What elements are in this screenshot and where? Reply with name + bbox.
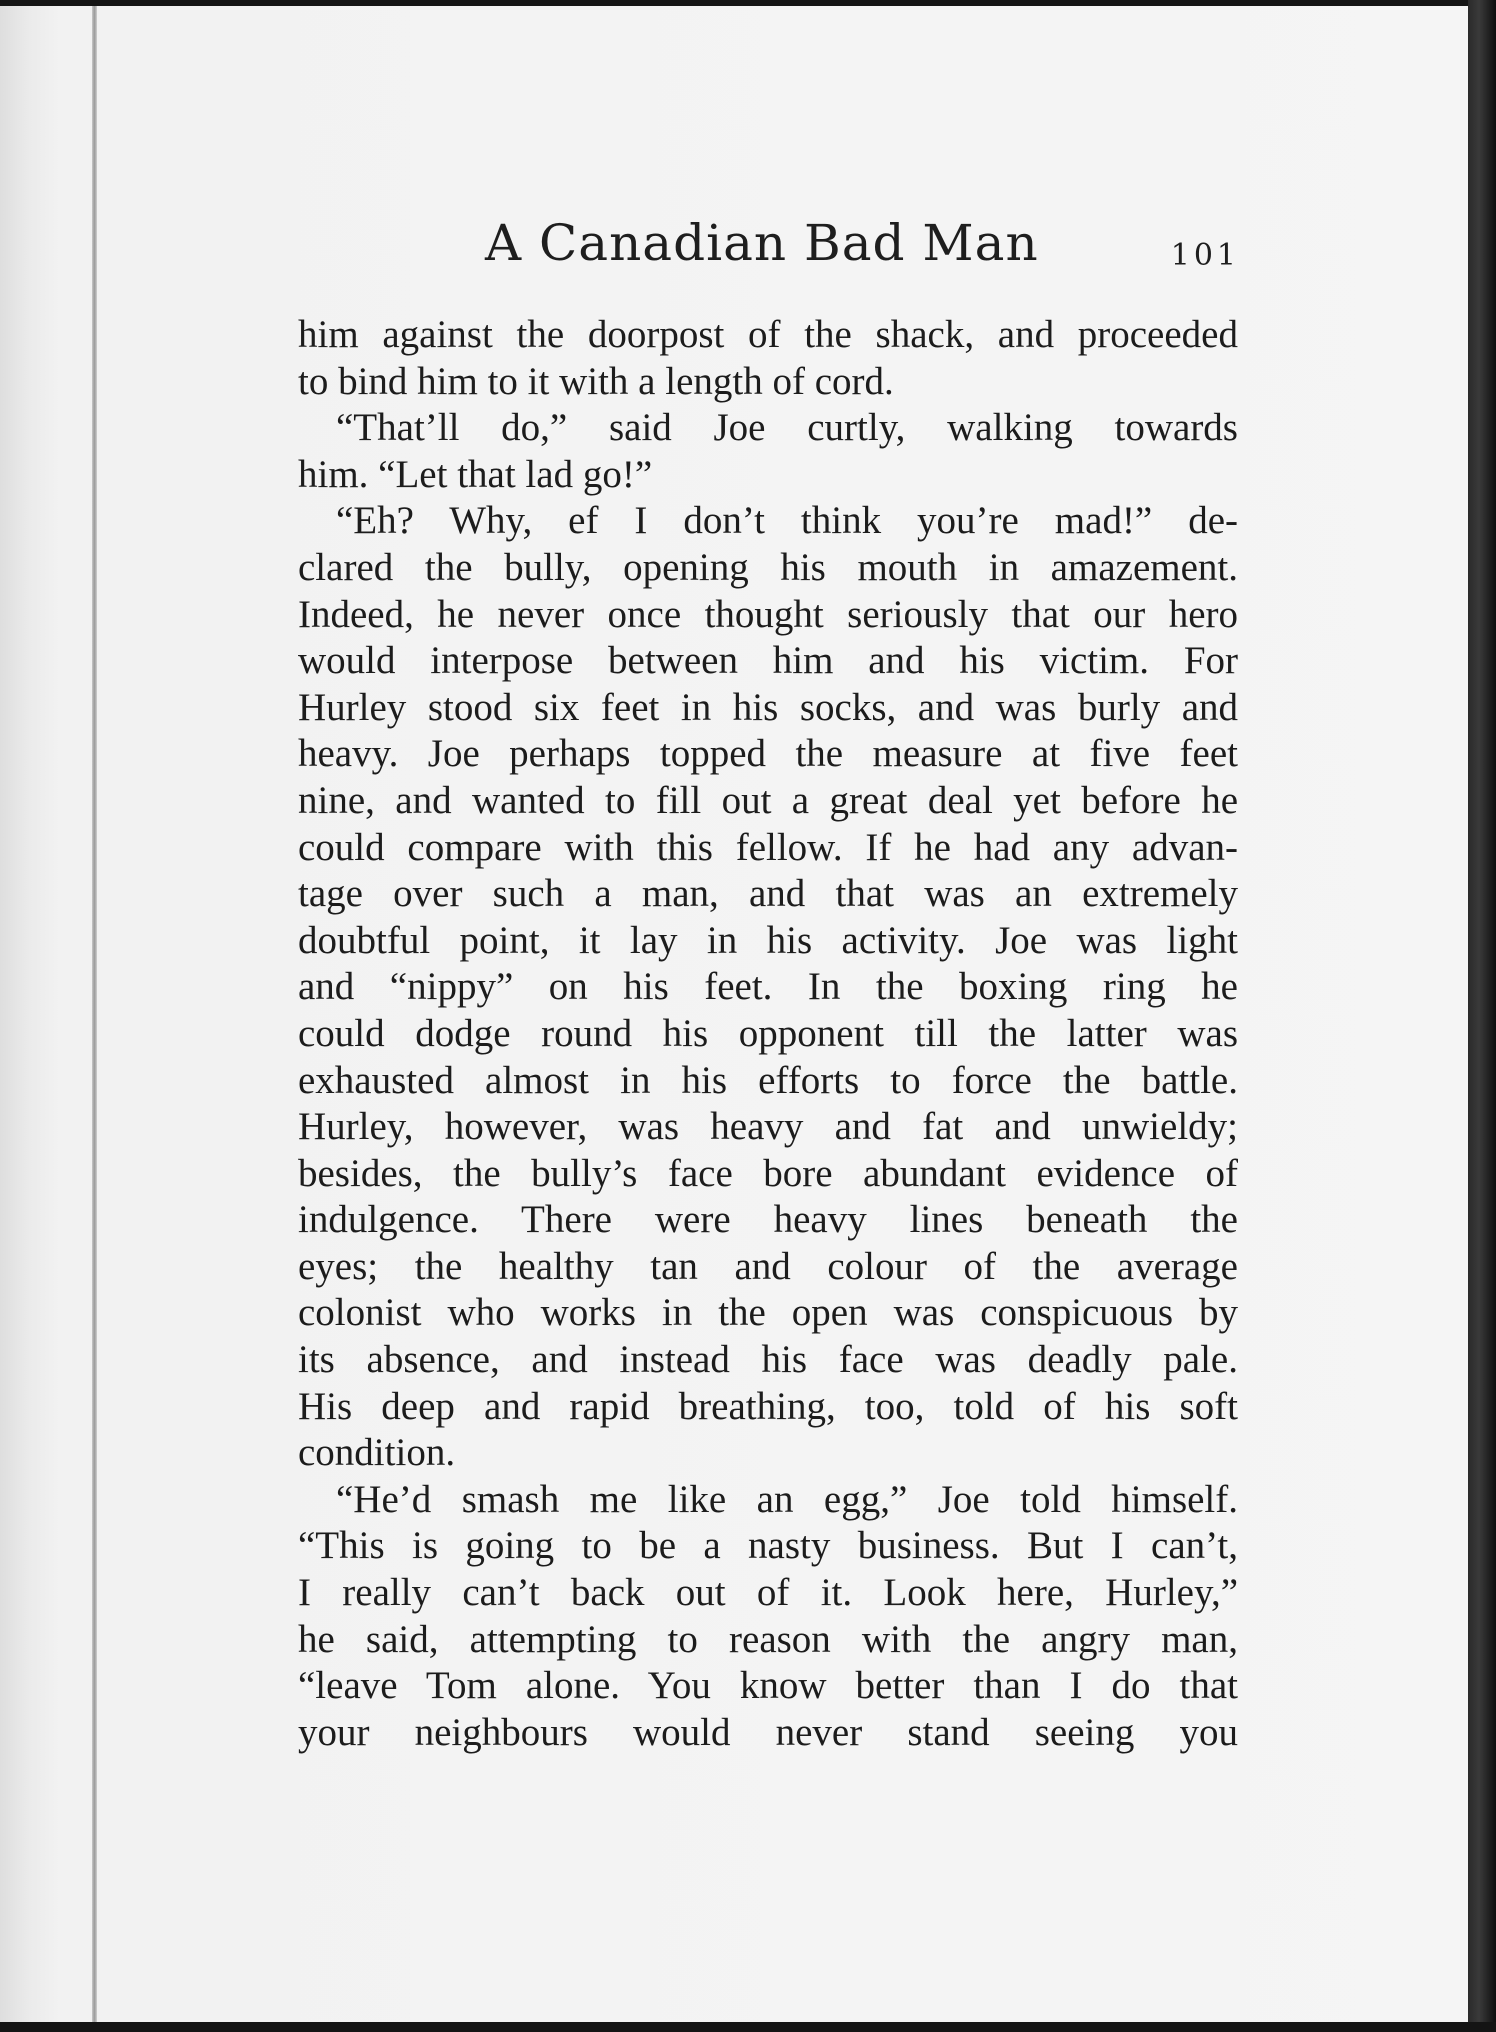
text-line: he said, attempting to reason with the angry man, <box>298 1617 1238 1661</box>
text-line: colonist who works in the open was conspicuous by <box>298 1291 1238 1335</box>
text-line: clared the bully, opening his mouth in amazement. <box>298 545 1238 589</box>
scan-bottom-edge <box>0 2022 1496 2032</box>
text-line: doubtful point, it lay in his activity. Joe was light <box>298 918 1238 962</box>
text-line: exhausted almost in his efforts to force the battle. <box>298 1058 1238 1102</box>
text-line: condition. <box>298 1431 456 1475</box>
text-line: to bind him to it with a length of cord. <box>298 359 894 403</box>
text-line: I really can’t back out of it. Look here, Hurley,” <box>298 1571 1238 1615</box>
text-line: “This is going to be a nasty business. But I can’t, <box>298 1524 1238 1568</box>
page-header <box>280 214 1240 284</box>
text-line: besides, the bully’s face bore abundant evidence of <box>298 1151 1238 1195</box>
text-line: “leave Tom alone. You know better than I do that <box>298 1664 1238 1708</box>
page-gutter <box>92 6 97 2024</box>
text-line: him against the doorpost of the shack, and proceeded <box>298 313 1238 356</box>
text-line: “Eh? Why, ef I don’t think you’re mad!” de- <box>336 499 1238 543</box>
text-line: “He’d smash me like an egg,” Joe told himself. <box>336 1477 1238 1521</box>
text-line: its absence, and instead his face was deadly pale. <box>298 1338 1238 1382</box>
text-line: Indeed, he never once thought seriously that our hero <box>298 592 1238 636</box>
text-line: “That’ll do,” said Joe curtly, walking towards <box>336 406 1238 450</box>
book-cover-edge <box>1468 0 1496 2032</box>
text-line: heavy. Joe perhaps topped the measure at five feet <box>298 732 1238 776</box>
text-line: would interpose between him and his victim. For <box>298 639 1238 683</box>
page-number: 101 <box>1170 238 1240 273</box>
text-line: eyes; the healthy tan and colour of the average <box>298 1244 1238 1288</box>
body-text <box>298 312 1238 1756</box>
text-line: tage over such a man, and that was an extremely <box>298 872 1238 916</box>
running-title: A Canadian Bad Man <box>485 214 1039 272</box>
text-line: your neighbours would never stand seeing you <box>298 1710 1238 1754</box>
text-line: and “nippy” on his feet. In the boxing ring he <box>298 965 1238 1009</box>
text-line: His deep and rapid breathing, too, told of his soft <box>298 1384 1238 1428</box>
text-line: nine, and wanted to fill out a great deal yet before he <box>298 778 1238 822</box>
text-line: Hurley stood six feet in his socks, and was burly and <box>298 685 1238 729</box>
text-line: could dodge round his opponent till the latter was <box>298 1011 1238 1055</box>
text-line: him. “Let that lad go!” <box>298 452 653 496</box>
text-line: indulgence. There were heavy lines beneath the <box>298 1198 1238 1242</box>
text-line: could compare with this fellow. If he had any advan- <box>298 825 1238 869</box>
text-line: Hurley, however, was heavy and fat and unwieldy; <box>298 1105 1238 1149</box>
